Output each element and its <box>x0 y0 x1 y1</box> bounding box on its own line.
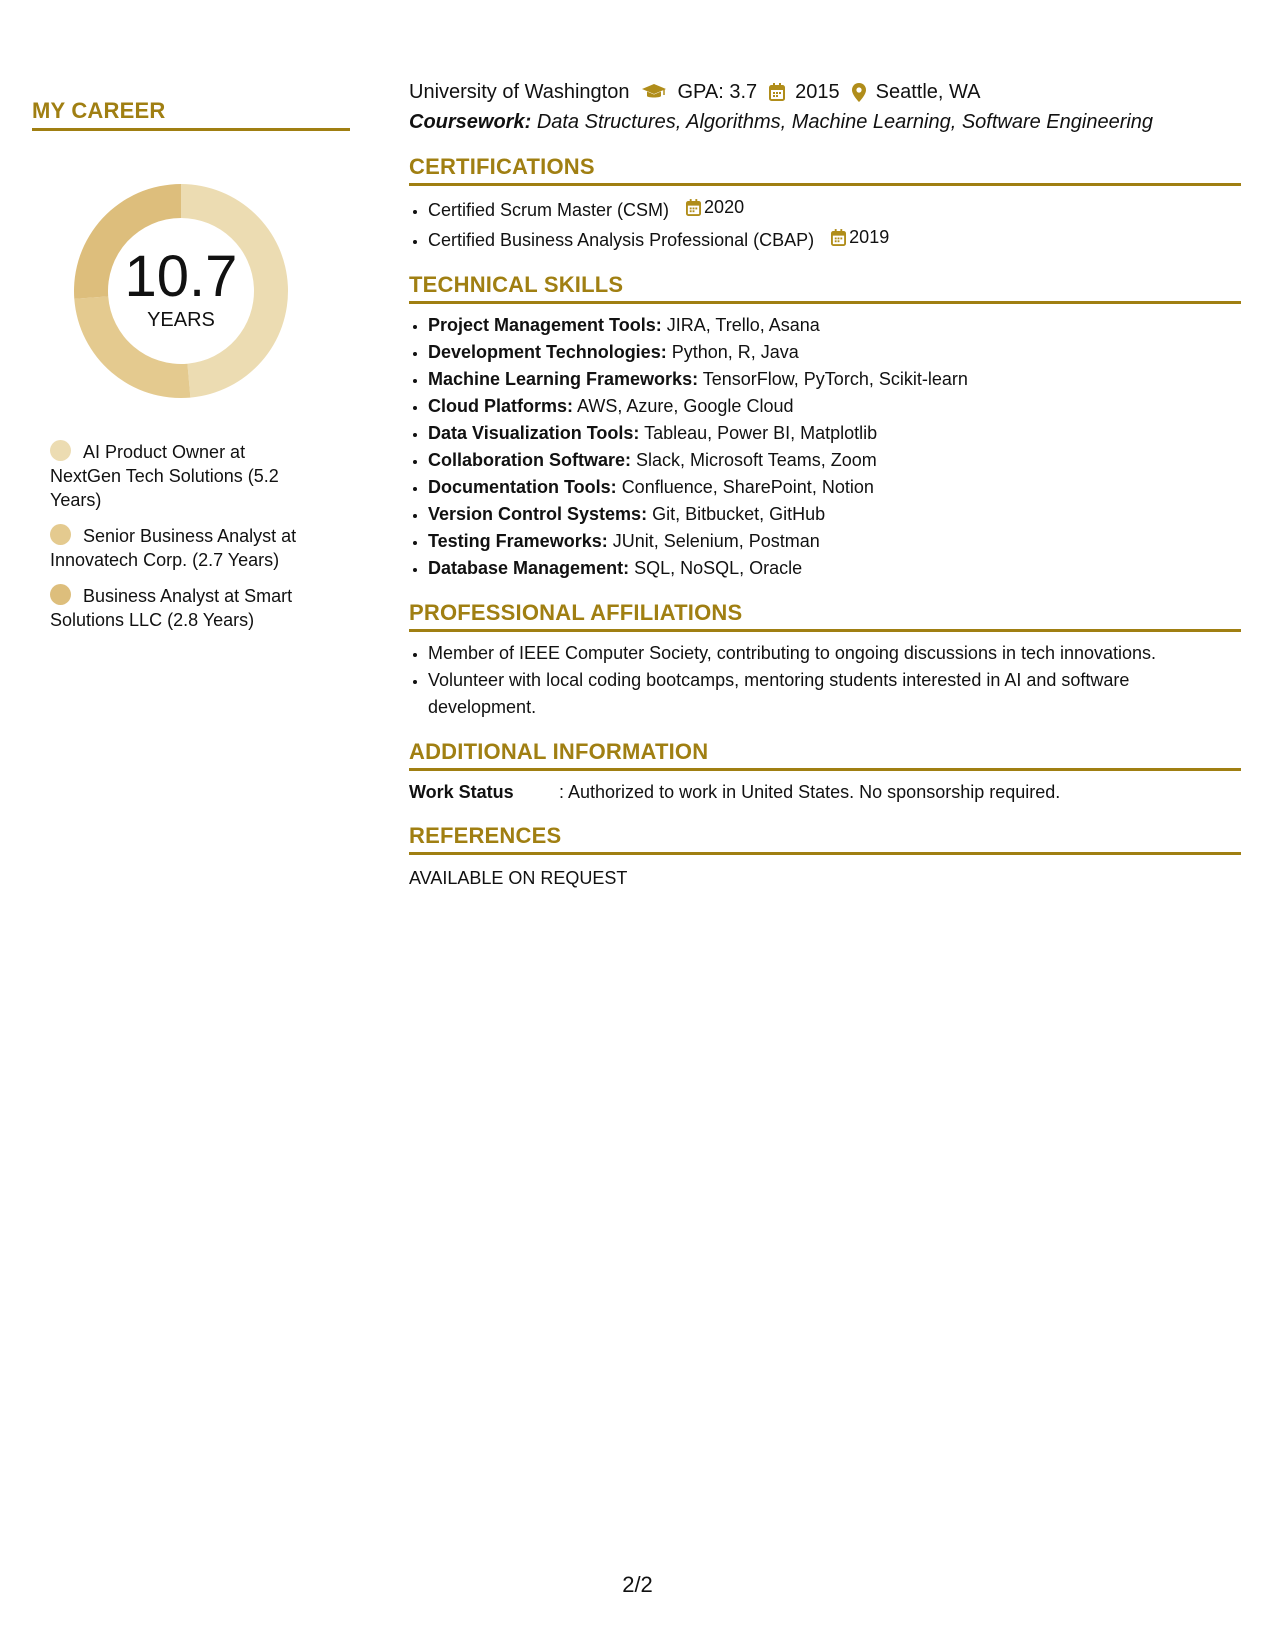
total-years-unit: YEARS <box>147 309 215 331</box>
skill-value: JIRA, Trello, Asana <box>666 315 820 335</box>
skill-label: Testing Frameworks: <box>428 531 608 551</box>
references-text: AVAILABLE ON REQUEST <box>409 868 628 888</box>
legend-item <box>50 584 320 632</box>
skill-item <box>428 420 1241 447</box>
skill-value: TensorFlow, PyTorch, Scikit-learn <box>702 369 968 389</box>
certifications-title: CERTIFICATIONS <box>409 154 1241 186</box>
skill-value: Tableau, Power BI, Matplotlib <box>644 423 878 443</box>
location-pin-icon <box>852 83 866 102</box>
skill-item <box>428 474 1241 501</box>
legend-label: Business Analyst at Smart Solutions LLC (2.8 Years) <box>50 586 293 630</box>
additional-info-section <box>409 739 1241 805</box>
skills-title: TECHNICAL SKILLS <box>409 272 1241 304</box>
skill-label: Documentation Tools: <box>428 477 617 497</box>
skill-item <box>428 528 1241 555</box>
gpa: GPA: 3.7 <box>677 81 758 103</box>
skill-item <box>428 339 1241 366</box>
additional-info-title: ADDITIONAL INFORMATION <box>409 739 1241 771</box>
skill-label: Version Control Systems: <box>428 504 648 524</box>
work-status-label: Work Status <box>409 782 514 802</box>
skill-value: Slack, Microsoft Teams, Zoom <box>636 450 877 470</box>
skill-label: Data Visualization Tools: <box>428 423 640 443</box>
total-years: 10.7 <box>124 244 238 309</box>
certifications-list <box>409 194 1241 254</box>
legend-dot-0 <box>50 440 71 461</box>
skill-label: Project Management Tools: <box>428 315 662 335</box>
graduation-year: 2015 <box>795 81 840 103</box>
skill-value: AWS, Azure, Google Cloud <box>577 396 794 416</box>
school-name: University of Washington <box>409 81 630 103</box>
resume-main <box>409 78 1241 891</box>
coursework <box>409 108 1241 136</box>
coursework-list: Data Structures, Algorithms, Machine Learning, Software Engineering <box>536 111 1154 133</box>
calendar-icon <box>686 199 701 216</box>
career-title: MY CAREER <box>32 98 350 131</box>
calendar-icon <box>769 83 785 101</box>
certifications-section <box>409 154 1241 254</box>
skill-value: Python, R, Java <box>671 342 799 362</box>
certification-year: 2019 <box>849 227 890 247</box>
skill-label: Development Technologies: <box>428 342 667 362</box>
calendar-icon <box>831 229 846 246</box>
coursework-label: Coursework: <box>409 111 532 133</box>
references-title: REFERENCES <box>409 823 1241 855</box>
affiliation-item: • Volunteer with local coding bootcamps, mentoring students interested in AI and software development. <box>428 667 1241 721</box>
education-location: Seattle, WA <box>875 81 981 103</box>
legend-dot-1 <box>50 524 71 545</box>
references-section <box>409 823 1241 891</box>
skill-item <box>428 366 1241 393</box>
legend-label: Senior Business Analyst at Innovatech Corp. (2.7 Years) <box>50 526 297 570</box>
certification-year: 2020 <box>704 197 745 217</box>
skill-item <box>428 393 1241 420</box>
skill-value: Confluence, SharePoint, Notion <box>621 477 874 497</box>
affiliation-item: • Member of IEEE Computer Society, contributing to ongoing discussions in tech innovations. <box>428 640 1241 667</box>
certification-name: Certified Scrum Master (CSM) <box>428 200 670 220</box>
career-sidebar <box>32 98 350 644</box>
career-donut-chart <box>66 176 296 406</box>
certification-name: Certified Business Analysis Professional (CBAP) <box>428 230 815 250</box>
legend-label: AI Product Owner at NextGen Tech Solutions (5.2 Years) <box>50 442 279 510</box>
page-number: 2/2 <box>622 1572 653 1597</box>
career-legend <box>50 440 320 632</box>
graduation-cap-icon <box>641 83 667 101</box>
work-status-row <box>409 779 1241 805</box>
skill-label: Database Management: <box>428 558 630 578</box>
skill-label: Collaboration Software: <box>428 450 632 470</box>
skill-value: JUnit, Selenium, Postman <box>612 531 820 551</box>
skill-value: Git, Bitbucket, GitHub <box>652 504 826 524</box>
skill-label: Cloud Platforms: <box>428 396 574 416</box>
affiliations-section <box>409 600 1241 721</box>
skill-item <box>428 312 1241 339</box>
skills-list <box>409 312 1241 582</box>
skill-item <box>428 501 1241 528</box>
education-line <box>409 78 1241 106</box>
certification-item <box>428 194 1241 224</box>
affiliations-list <box>409 640 1241 721</box>
skills-section <box>409 272 1241 582</box>
work-status-value: : Authorized to work in United States. No sponsorship required. <box>559 782 1061 802</box>
legend-item <box>50 524 320 572</box>
skill-value: SQL, NoSQL, Oracle <box>634 558 803 578</box>
legend-item <box>50 440 320 512</box>
legend-dot-2 <box>50 584 71 605</box>
skill-item <box>428 447 1241 474</box>
certification-item <box>428 224 1241 254</box>
skill-label: Machine Learning Frameworks: <box>428 369 699 389</box>
affiliations-title: PROFESSIONAL AFFILIATIONS <box>409 600 1241 632</box>
skill-item <box>428 555 1241 582</box>
